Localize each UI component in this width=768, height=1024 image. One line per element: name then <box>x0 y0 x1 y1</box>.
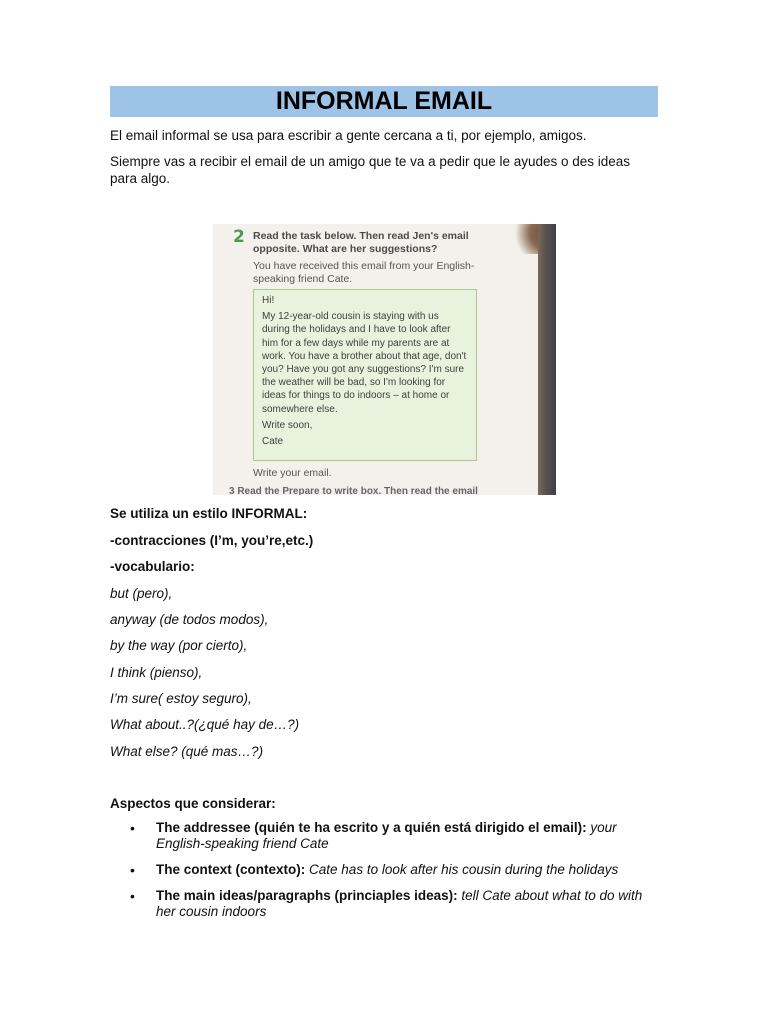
vocab-item: I think (pienso), <box>110 665 203 680</box>
write-prompt: Write your email. <box>253 467 332 479</box>
vocab-item: anyway (de todos modos), <box>110 612 269 627</box>
aspect-value: your English-speaking friend Cate <box>156 820 617 851</box>
photo-edge <box>538 224 556 495</box>
intro-paragraph-2: Siempre vas a recibir el email de un amigo que te va a pedir que le ayudes o des ideas para algo. <box>110 154 631 186</box>
vocab-item: What else? (qué mas…?) <box>110 744 264 759</box>
aspects-heading: Aspectos que considerar: <box>110 796 276 811</box>
page-title: INFORMAL EMAIL <box>110 86 658 117</box>
bullet-icon: • <box>130 820 135 836</box>
bullet-icon: • <box>130 888 135 904</box>
style-heading: Se utiliza un estilo INFORMAL: <box>110 506 308 521</box>
intro-paragraph-1: El email informal se usa para escribir a gente cercana a ti, por ejemplo, amigos. <box>110 128 587 143</box>
email-box <box>253 289 477 461</box>
list-item <box>110 862 658 878</box>
list-item <box>110 820 658 852</box>
list-item <box>110 888 658 920</box>
cut-off-text: 3 Read the Prepare to write box. Then read the email <box>229 486 478 495</box>
vocab-item: by the way (por cierto), <box>110 638 248 653</box>
contractions-line: -contracciones (I’m, you’re,etc.) <box>110 533 314 548</box>
vocab-item: but (pero), <box>110 586 173 601</box>
exercise-heading: Read the task below. Then read Jen's email opposite. What are her suggestions? <box>253 230 469 255</box>
vocab-heading: -vocabulario: <box>110 559 195 574</box>
vocab-item: I’m sure( estoy seguro), <box>110 691 252 706</box>
vocab-item: What about..?(¿qué hay de…?) <box>110 717 300 732</box>
aspect-label: The context (contexto): <box>156 862 306 877</box>
aspects-list <box>110 820 658 930</box>
exercise-number: 2 <box>233 227 245 247</box>
aspect-label: The main ideas/paragraphs (princiaples ideas): <box>156 888 458 903</box>
aspect-value: Cate has to look after his cousin during the holidays <box>309 862 619 877</box>
bullet-icon: • <box>130 862 135 878</box>
email-greeting: Hi! <box>262 295 275 306</box>
exercise-subheading: You have received this email from your English-speaking friend Cate. <box>253 260 475 285</box>
email-signature: Cate <box>262 436 284 448</box>
aspect-value: tell Cate about what to do with her cousin indoors <box>156 888 643 919</box>
email-body: My 12-year-old cousin is staying with us during the holidays and I have to look after him for a few days while my parents are at work. You have a brother about that age, don't you? Have you got any suggestions? I'm sure the weather will be bad, so I'm looking for ideas for things to do indoors – at home or somewhere else. <box>262 311 467 415</box>
aspect-label: The addressee (quién te ha escrito y a quién está dirigido el email): <box>156 820 587 835</box>
textbook-scan-image <box>213 224 556 495</box>
email-signoff: Write soon, <box>262 419 313 431</box>
document-body <box>110 86 658 187</box>
